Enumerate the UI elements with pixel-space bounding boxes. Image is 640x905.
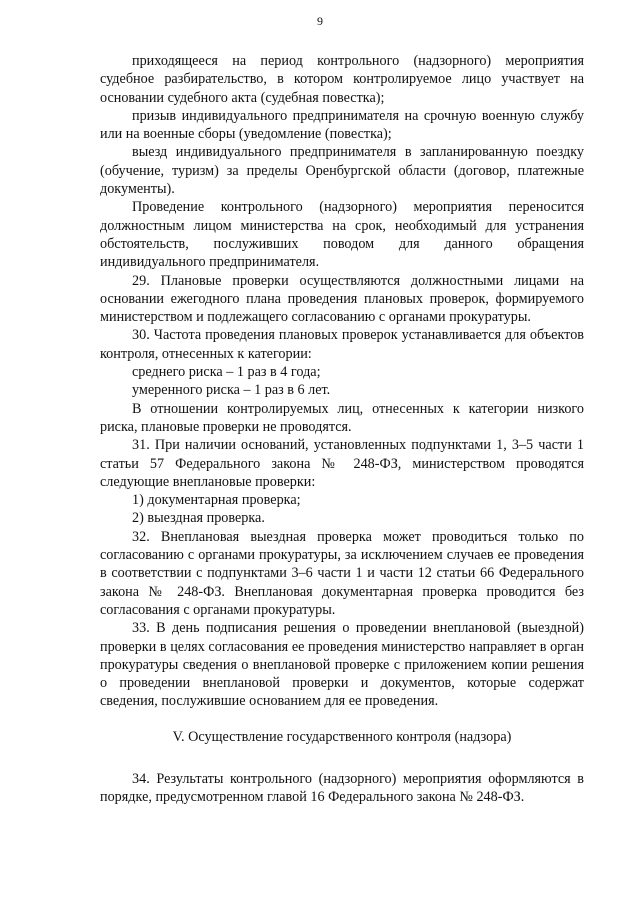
paragraph: среднего риска – 1 раз в 4 года; [132, 364, 321, 381]
paragraph: призыв индивидуального предпринимателя на срочную военную службу или на военные сборы (уведомление (повестка); [100, 107, 584, 143]
paragraph: выезд индивидуального предпринимателя в запланированную поездку (обучение, туризм) за пределы Оренбургской области (договор, платежные документы). [100, 144, 584, 198]
section-heading: V. Осуществление государственного контроля (надзора) [172, 728, 512, 745]
paragraph-item-31: 31. При наличии оснований, установленных подпунктами 1, 3–5 части 1 статьи 57 Федерального закона № 248-ФЗ, министерством проводятся следующие внеплановые проверки: [100, 437, 584, 490]
document-body [100, 52, 584, 807]
paragraph: В отношении контролируемых лиц, отнесенных к категории низкого риска, плановые проверки не проводятся. [100, 400, 584, 435]
paragraph: 1) документарная проверка; [132, 492, 301, 509]
paragraph-item-30: 30. Частота проведения плановых проверок устанавливается для объектов контроля, отнесенных к категории: [100, 327, 584, 362]
paragraph-item-33: 33. В день подписания решения о проведении внеплановой (выездной) проверки в целях согласования ее проведения министерство направляет в орган прокуратуры сведения о внеплановой проверке с приложением копии решения о проведении внеплановой проверки и документов, которые содержат сведения, послужившие основанием для ее проведения. [100, 620, 584, 710]
paragraph: приходящееся на период контрольного (надзорного) мероприятия судебное разбирательство, в котором контролируемое лицо участвует на основании судебного акта (судебная повестка); [100, 53, 584, 106]
paragraph-item-29: 29. Плановые проверки осуществляются должностными лицами на основании ежегодного плана проведения плановых проверок, формируемого министерством и подлежащего согласованию с органами прокуратуры. [100, 272, 584, 326]
paragraph: умеренного риска – 1 раз в 6 лет. [132, 382, 331, 399]
page-number: 9 [317, 14, 323, 28]
paragraph: Проведение контрольного (надзорного) мероприятия переносится должностным лицом министерства на срок, необходимый для устранения обстоятельств, послуживших поводом для данного обращения индивидуального предпринимателя. [100, 199, 584, 271]
paragraph: 2) выездная проверка. [132, 510, 265, 527]
paragraph-item-34: 34. Результаты контрольного (надзорного) мероприятия оформляются в порядке, предусмотренном главой 16 Федерального закона № 248-ФЗ. [100, 770, 584, 806]
paragraph-item-32: 32. Внеплановая выездная проверка может проводиться только по согласованию с органами прокуратуры, за исключением случаев ее проведения в соответствии с подпунктами 3–6 части 1 и части 12 статьи 66 Федерального закона № 248-ФЗ. Внеплановая документарная проверка проводится без согласования с органами прокуратуры. [100, 528, 584, 618]
